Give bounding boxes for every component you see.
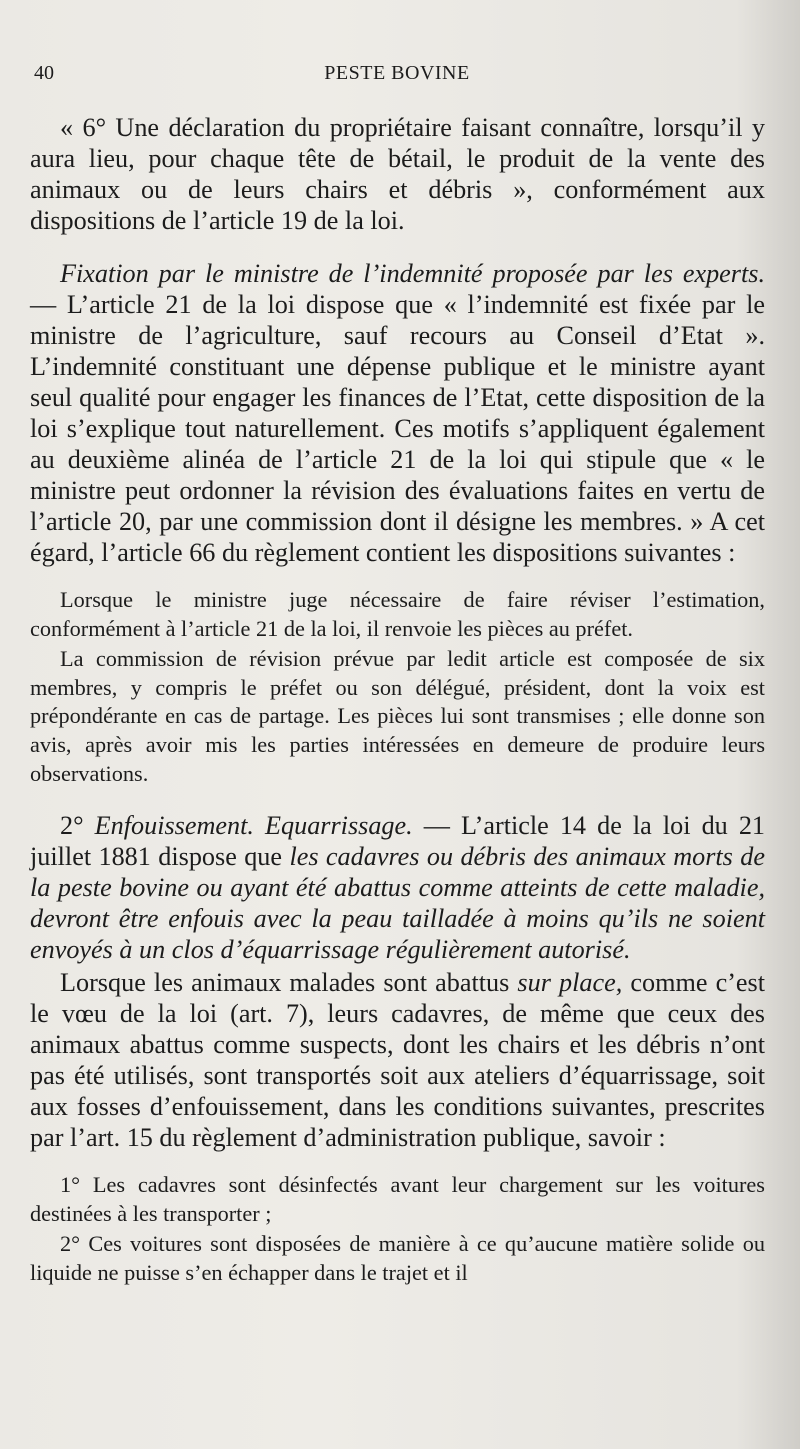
law-quote: les cadavres ou débris des animaux morts de la peste bovine ou ayant été abattus comme atteints de cette maladie, devront être enfouis avec la peau tailladée à moins qu’ils ne soient envoyés à un clos d’équarrissage régulièrement autorisé. (30, 842, 765, 965)
section-heading-fixation: Fixation par le ministre de l’indemnité proposée par les experts. (60, 259, 765, 288)
section-number: 2° (60, 811, 84, 841)
paragraph-declaration: « 6° Une déclaration du propriétaire faisant connaître, lorsqu’il y aura lieu, pour chaque tête de bétail, le produit de la vente des animaux ou de leurs chairs et débris », conformément aux dispositions de l’article 19 de la loi. (30, 113, 765, 235)
paragraph-fixation-text: — L’article 21 de la loi dispose que « l’indemnité est fixée par le ministre de l’agriculture, sauf recours au Conseil d’Etat ». L’indemnité constituant une dépense publique et le ministre ayant seul qualité pour engager les finances de l’Etat, cette disposition de la loi s’explique tout naturellement. Ces motifs s’appliquent également au deuxième alinéa de l’article 21 de la loi qui stipule que « le ministre peut ordonner la révision des évaluations faites en vertu de l’article 20, par une commission dont il désigne les membres. » A cet égard, l’article 66 du règlement contient les dispositions suivantes : (30, 290, 765, 567)
paragraph-reglement-2: La commission de révision prévue par ledit article est composée de six membres, y compris le préfet ou son délégué, président, dont la voix est prépondérante en cas de partage. Les pièces lui sont transmises ; elle donne son avis, après avoir mis les parties intéressées en demeure de produire leurs observations. (30, 646, 765, 786)
paragraph-abattage-text-b: comme c’est le vœu de la loi (art. 7), leurs cadavres, de même que ceux des animaux abattus comme suspects, dont les chairs et les débris n’ont pas été utilisés, sont transportés soit aux ateliers d’équarrissage, soit aux fosses d’enfouissement, dans les conditions suivantes, prescrites par l’art. 15 du règlement d’administration publique, savoir : (30, 968, 766, 1153)
emphasis-sur-place: sur place, (517, 968, 623, 998)
paragraph-abattage-text-a: Lorsque les animaux malades sont abattus (60, 968, 510, 998)
page-header (34, 62, 760, 92)
paragraph-fixation (30, 258, 765, 568)
paragraph-abattage (30, 967, 765, 1153)
list-item-1: 1° Les cadavres sont désinfectés avant leur chargement sur les voitures destinées à les transporter ; (30, 1172, 765, 1226)
paragraph-enfouissement-text: — L’article 14 de la loi du 21 juillet 1881 dispose que (30, 811, 766, 872)
paragraph-enfouissement (30, 810, 765, 965)
page-number: 40 (34, 62, 54, 84)
running-title: PESTE BOVINE (324, 62, 470, 84)
list-item-2: 2° Ces voitures sont disposées de manière à ce qu’aucune matière solide ou liquide ne puisse s’en échapper dans le trajet et il (30, 1231, 765, 1285)
section-heading-enfouissement: Enfouissement. Equarrissage. (94, 811, 413, 841)
body-text (30, 112, 765, 1288)
paragraph-reglement-1: Lorsque le ministre juge nécessaire de faire réviser l’estimation, conformément à l’article 21 de la loi, il renvoie les pièces au préfet. (30, 587, 765, 641)
